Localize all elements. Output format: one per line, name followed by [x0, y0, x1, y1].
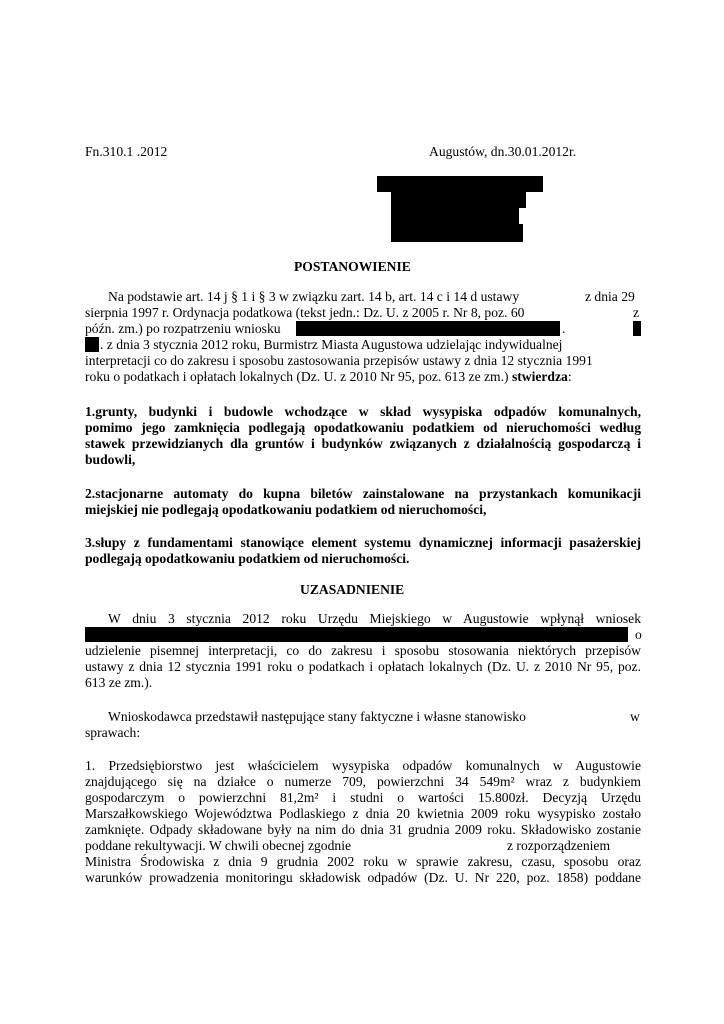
stance-line-1-end: w	[630, 709, 640, 724]
intro-line-1-end: z dnia 29	[585, 289, 635, 304]
intro-line-4: . z dnia 3 stycznia 2012 roku, Burmistrz Miasta Augustowa udzielając indywidualnej	[100, 337, 563, 352]
document-title: POSTANOWIENIE	[294, 259, 411, 274]
point-1-line: pomimo jego zamknięcia podlegają opodatkowaniu podatkiem od nieruchomości według	[85, 420, 641, 435]
facts-line-2: znajdującego się na działce o numerze 709, powierzchni 34 549m² wraz z budynkiem	[85, 774, 641, 789]
redacted-addressee-line-3	[391, 208, 519, 224]
point-2-line: 2.stacjonarne automaty do kupna biletów zainstalowane na przystankach komunikacji	[85, 486, 641, 501]
reference-number: Fn.310.1 .2012	[85, 144, 168, 159]
stance-line-1: Wnioskodawca przedstawił następujące stany faktyczne i własne stanowisko	[108, 709, 526, 724]
facts-line-8: warunków prowadzenia monitoringu składowisk odpadów (Dz. U. Nr 220, poz. 1858) poddane	[85, 870, 641, 885]
intro-line-6-text: roku o podatkach i opłatach lokalnych (Dz. U. z 2010 Nr 95, poz. 613 ze zm.)	[85, 369, 512, 384]
facts-line-4: Marszałkowskiego Województwa Podlaskiego z dnia 20 kwietnia 2009 roku wysypisko zostało	[85, 806, 641, 821]
intro-line-2: sierpnia 1997 r. Ordynacja podatkowa (tekst jedn.: Dz. U. z 2005 r. Nr 8, poz. 60	[85, 305, 525, 320]
intro-line-3: późn. zm.) po rozpatrzeniu wniosku	[85, 321, 281, 336]
redacted-addressee-line-2	[391, 192, 526, 208]
facts-line-3: gospodarczym o powierzchni 81,2m² i studni o wartości 15.800zł. Decyzją Urzędu	[85, 790, 641, 805]
intro-line-5: interpretacji co do zakresu i sposobu zastosowania przepisów ustawy z dnia 12 stycznia 1991	[85, 353, 593, 368]
intro-colon: :	[567, 369, 572, 384]
point-1-line: budowli,	[85, 452, 136, 467]
redacted-applicant-name	[296, 321, 560, 336]
facts-line-6-end: z rozporządzeniem	[507, 838, 611, 853]
facts-line-7: Ministra Środowiska z dnia 9 grudnia 2002 roku w sprawie zakresu, czasu, sposobu oraz	[85, 854, 641, 869]
intro-line-3-dot: .	[562, 321, 566, 336]
point-3-line: 3.słupy z fundamentami stanowiące element systemu dynamicznej informacji pasażerskiej	[85, 535, 641, 550]
intro-line-1: Na podstawie art. 14 j § 1 i § 3 w związku zart. 14 b, art. 14 c i 14 d ustawy	[108, 289, 520, 304]
redacted-mark	[633, 321, 641, 336]
point-2-line: miejskiej nie podlegają opodatkowaniu podatkiem od nieruchomości,	[85, 502, 487, 517]
place-and-date: Augustów, dn.30.01.2012r.	[429, 144, 577, 159]
justification-line-4: ustawy z dnia 12 stycznia 1991 roku o podatkach i opłatach lokalnych (Dz. U. z 2010 Nr 95, poz.	[85, 659, 641, 674]
facts-line-5: zamknięte. Odpady składowane były na nim do dnia 31 grudnia 2009 roku. Składowisko zostanie	[85, 822, 641, 837]
redacted-addressee-line-4	[391, 224, 523, 242]
point-1-line: stawek przewidzianych dla gruntów i budynków związanych z działalnością gospodarczą i	[85, 436, 641, 451]
justification-line-2-end: o	[635, 627, 642, 642]
point-1-line: 1.grunty, budynki i budowle wchodzące w skład wysypiska odpadów komunalnych,	[85, 404, 641, 419]
intro-line-2-end: z	[633, 305, 640, 320]
redacted-addressee-line-1	[377, 176, 543, 192]
stance-line-2: sprawach:	[85, 725, 141, 740]
justification-title: UZASADNIENIE	[300, 582, 405, 597]
redacted-mark	[85, 337, 99, 352]
intro-line-6	[85, 369, 572, 385]
facts-line-6: poddane rekultywacji. W chwili obecnej zgodnie	[85, 838, 352, 853]
justification-line-1: W dniu 3 stycznia 2012 roku Urzędu Miejskiego w Augustowie wpłynął wniosek	[108, 611, 641, 626]
point-3-line: podlegają opodatkowaniu podatkiem od nieruchomości.	[85, 551, 410, 566]
justification-line-3: udzielenie pisemnej interpretacji, co do zakresu i sposobu stosowania niektórych przepisów	[85, 643, 641, 658]
facts-line-1: 1. Przedsiębiorstwo jest właścicielem wysypiska odpadów komunalnych w Augustowie	[85, 758, 641, 773]
redacted-applicant-details	[85, 627, 628, 642]
intro-stwierdza: stwierdza	[511, 369, 568, 384]
justification-line-5: 613 ze zm.).	[85, 675, 153, 690]
